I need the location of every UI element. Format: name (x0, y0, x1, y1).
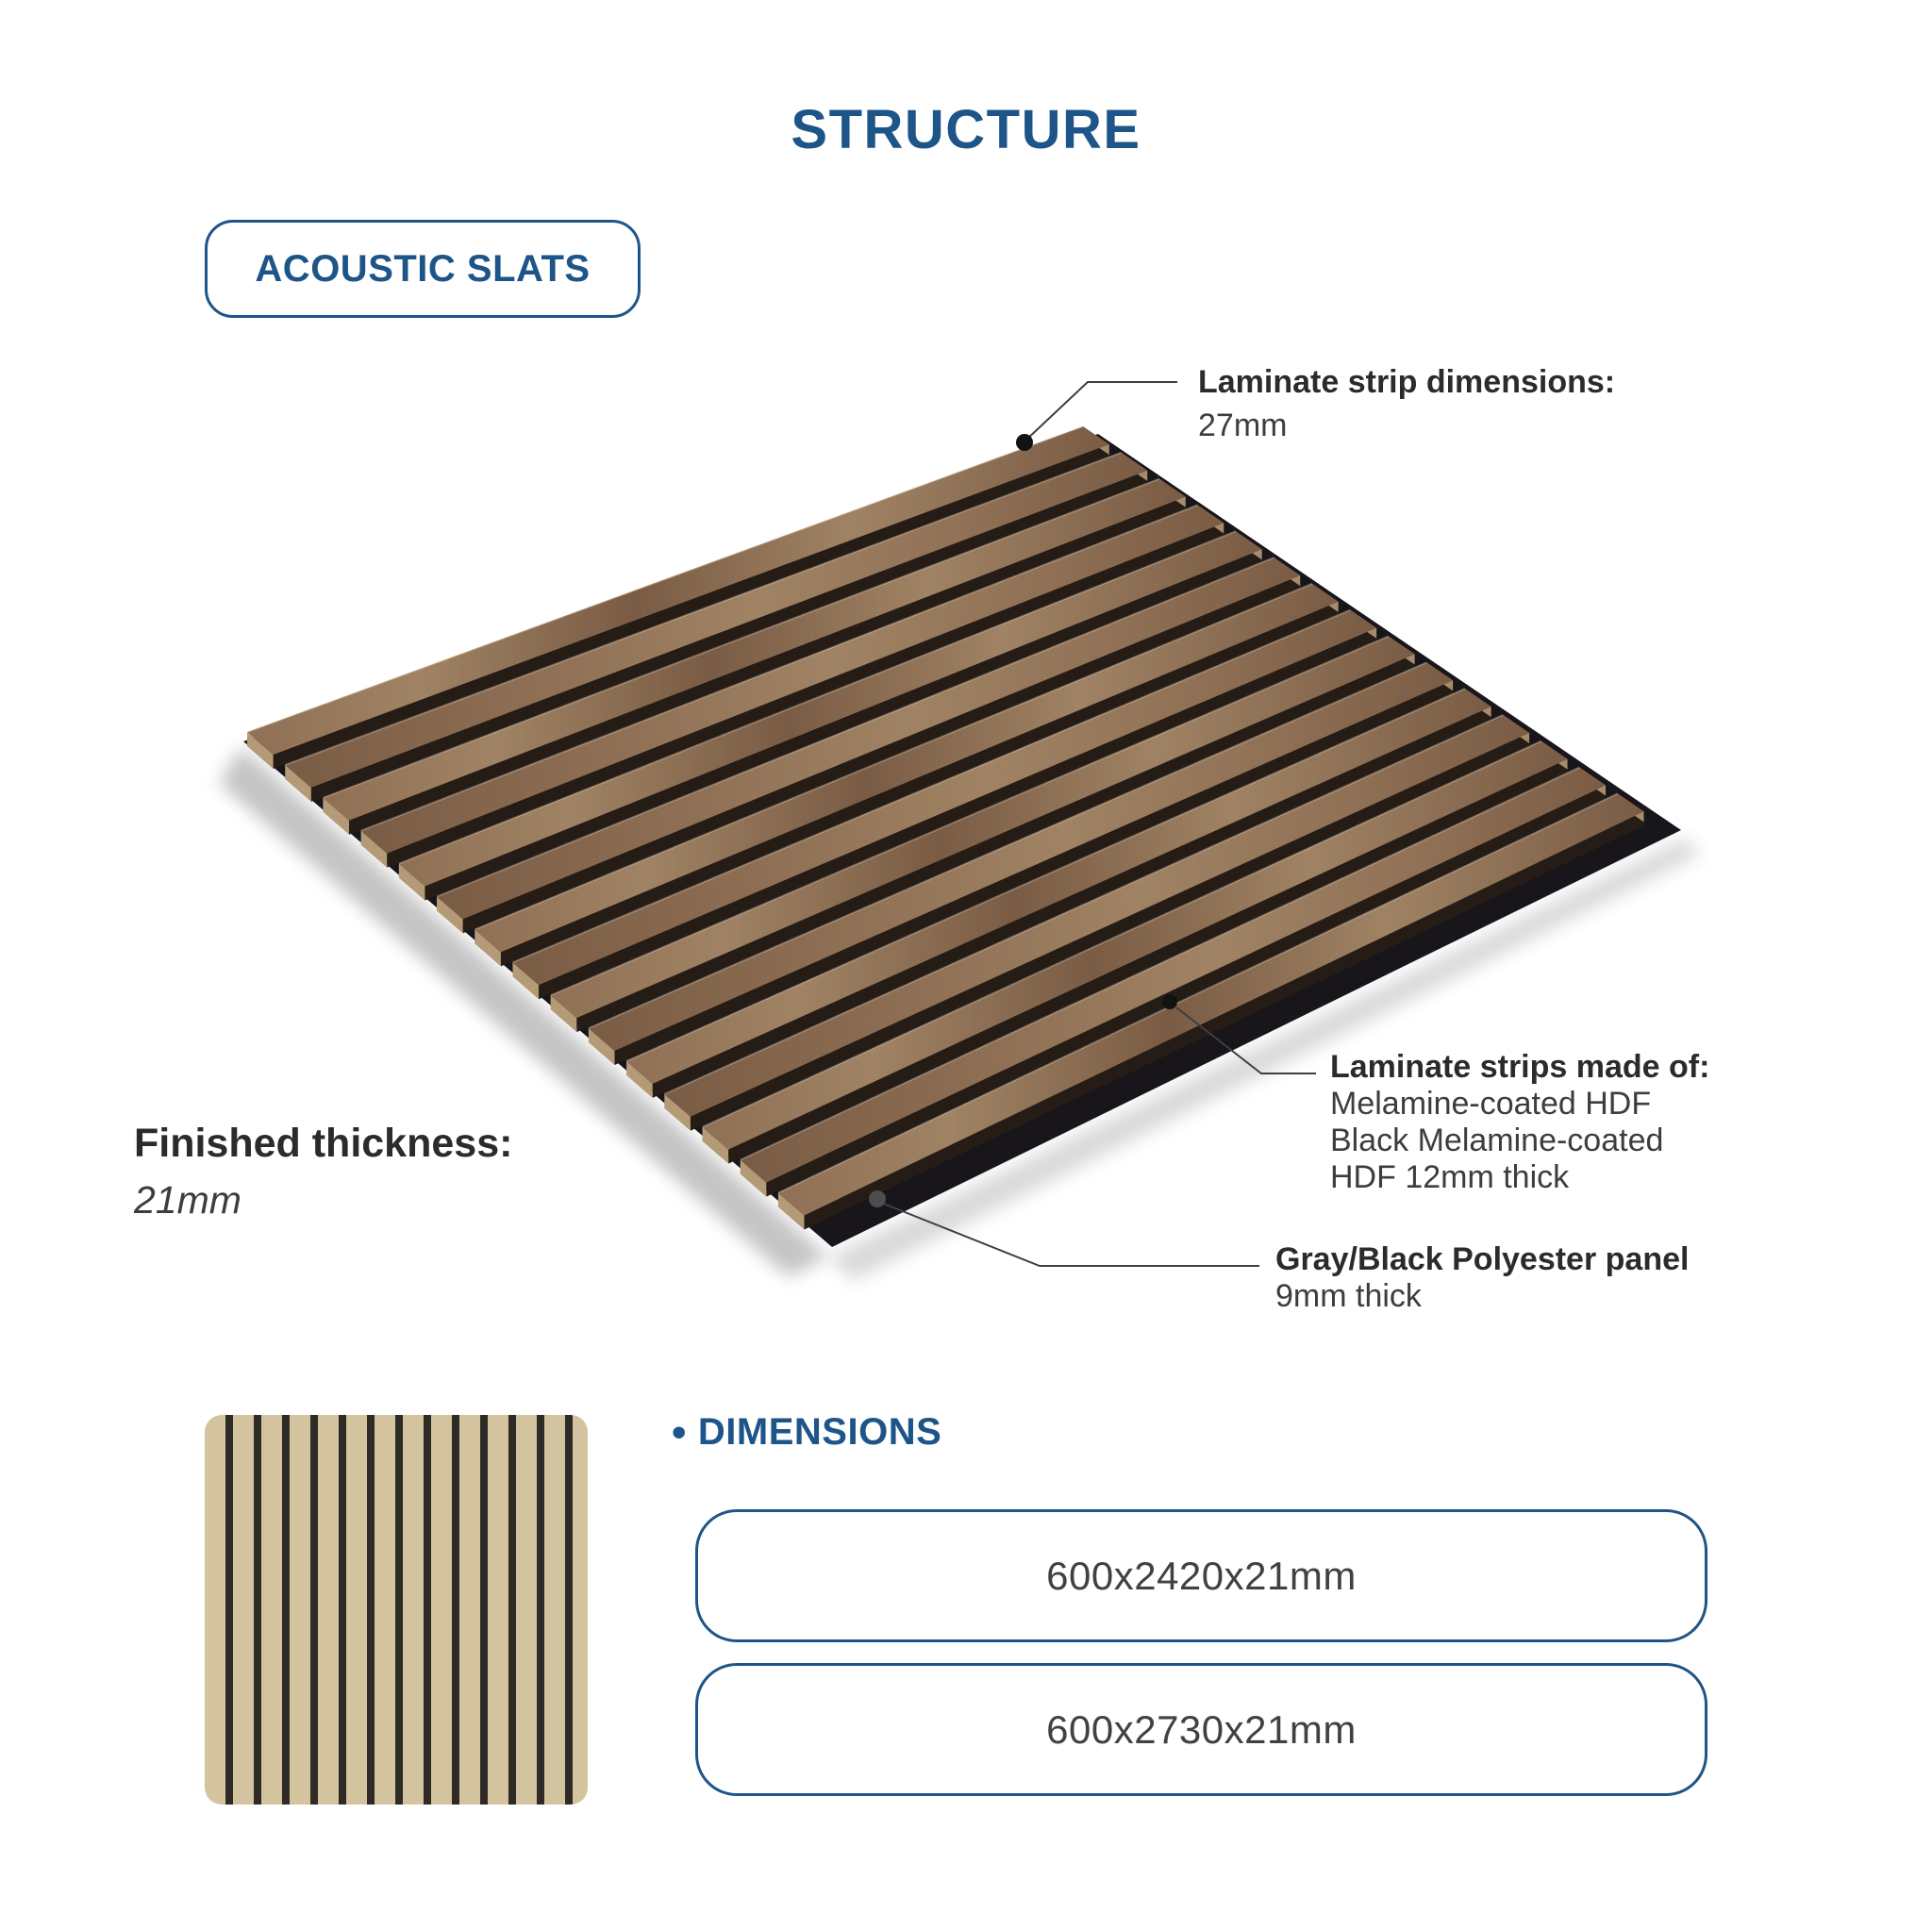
slat-pattern-swatch-image (205, 1415, 588, 1805)
callout-finished-thickness (134, 1115, 512, 1228)
callout-strip-dimensions-heading: Laminate strip dimensions: (1198, 364, 1616, 400)
page-title: STRUCTURE (791, 99, 1141, 160)
dimension-option-box (695, 1509, 1707, 1642)
acoustic-slats-badge-label: ACOUSTIC SLATS (255, 247, 591, 290)
callout-dot-polyester-panel (869, 1190, 886, 1207)
callout-polyester-panel-heading: Gray/Black Polyester panel (1275, 1241, 1690, 1277)
dimensions-heading-label: DIMENSIONS (697, 1411, 942, 1453)
callout-dot-strip-dimensions (1016, 434, 1033, 451)
callout-dot-strips-made-of (1162, 994, 1177, 1009)
dimensions-heading (672, 1408, 942, 1456)
callout-polyester-panel-value: 9mm thick (1275, 1278, 1422, 1314)
callout-strip-dimensions-value: 27mm (1198, 408, 1288, 443)
callout-strips-made-of-line: Melamine-coated HDF (1330, 1086, 1652, 1122)
callout-strip-dimensions (1198, 360, 1615, 447)
dimension-option-value: 600x2730x21mm (1046, 1706, 1357, 1752)
acoustic-slats-badge (205, 220, 641, 318)
callout-strips-made-of-heading: Laminate strips made of: (1330, 1049, 1710, 1085)
callout-finished-thickness-heading: Finished thickness: (134, 1121, 513, 1166)
bullet-icon: • (672, 1408, 687, 1456)
callout-strips-made-of (1330, 1049, 1709, 1196)
callout-finished-thickness-value: 21mm (134, 1178, 242, 1222)
dimension-option-box (695, 1663, 1707, 1796)
callout-line-strip-dimensions (1024, 382, 1177, 441)
callout-strips-made-of-line: HDF 12mm thick (1330, 1159, 1570, 1195)
callout-strips-made-of-line: Black Melamine-coated (1330, 1123, 1664, 1158)
dimension-option-value: 600x2420x21mm (1046, 1553, 1357, 1598)
callout-polyester-panel (1275, 1241, 1689, 1315)
